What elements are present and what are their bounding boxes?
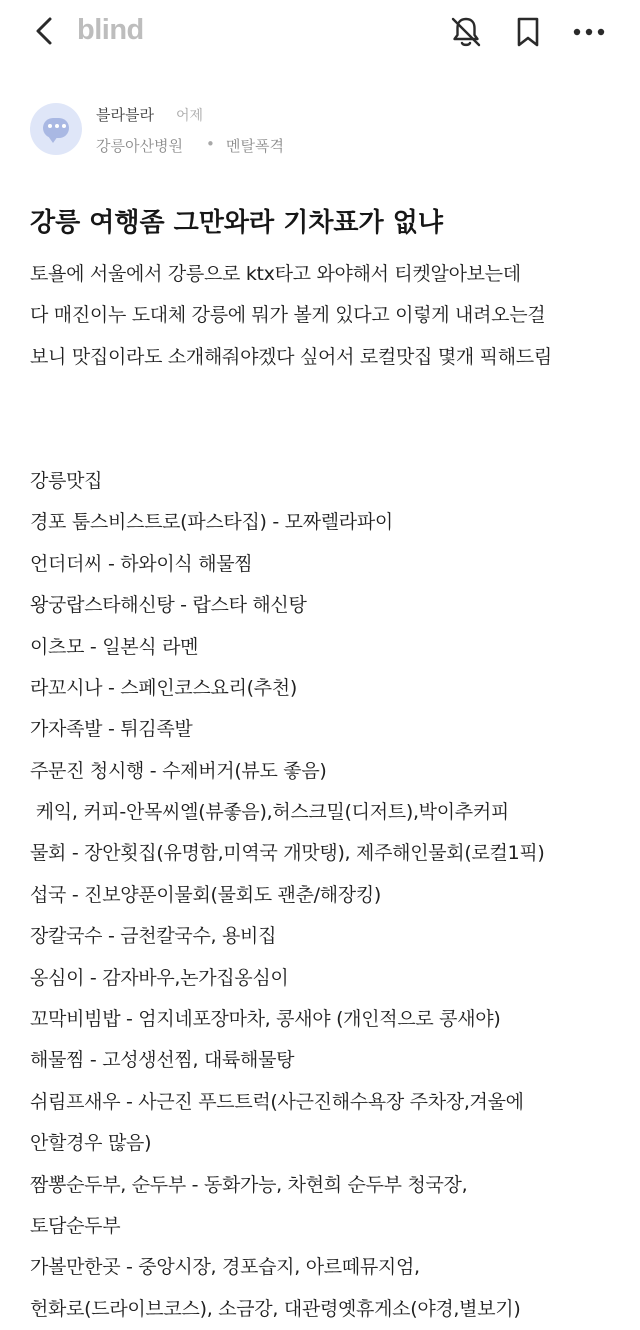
post-time: 어제 [176,108,204,124]
body-line [30,378,620,419]
top-bar [0,0,640,64]
body-line: 케익, 커피-안목씨엘(뷰좋음),허스크밀(디저트),박이추커피 [30,801,509,824]
body-line: 경포 툼스비스트로(파스타집) - 모짜렐라파이 [30,511,393,534]
back-button[interactable] [28,14,64,50]
bell-off-icon [448,14,484,50]
bookmark-button[interactable] [510,14,546,50]
post-title: 강릉 여행좀 그만와라 기차표가 없냐 [30,208,443,238]
post-body [30,254,620,1330]
body-line: 옹심이 - 감자바우,논가집옹심이 [30,966,289,989]
body-line: 이츠모 - 일본식 라멘 [30,635,199,658]
body-line: 장칼국수 - 금천칼국수, 용비집 [30,925,277,948]
author-name[interactable]: 블라블라 [96,106,154,124]
body-line: 가자족발 - 튀김족발 [30,718,193,741]
body-line: 언더더씨 - 하와이식 해물찜 [30,552,253,575]
body-line: 쉬림프새우 - 사근진 푸드트럭(사근진해수욕장 주차장,겨울에 [30,1090,524,1113]
body-line: 토욜에 서울에서 강릉으로 ktx타고 와야해서 티켓알아보는데 [30,263,521,285]
body-line: 왕궁랍스타해신탕 - 랍스타 해신탕 [30,594,307,617]
body-line: 안할경우 많음) [30,1132,152,1155]
body-line: 짬뽕순두부, 순두부 - 동화가능, 차현희 순두부 청국장, [30,1173,468,1196]
chevron-left-icon [28,14,64,50]
body-line: 해물찜 - 고성생선찜, 대륙해물탕 [30,1049,295,1072]
more-button[interactable] [572,14,608,50]
body-line: 주문진 청시행 - 수제버거(뷰도 좋음) [30,759,327,782]
body-line: 보니 맛집이라도 소개해줘야겠다 싶어서 로컬맛집 몇개 픽해드림 [30,345,552,368]
post-author [30,100,610,160]
body-line: 다 매진이누 도대체 강릉에 뭐가 볼게 있다고 이렇게 내려오는걸 [30,304,546,327]
body-line: 헌화로(드라이브코스), 소금강, 대관령옛휴게소(야경,별보기) [30,1297,521,1320]
body-line: 물회 - 장안횟집(유명함,미역국 개맛탱), 제주해인물회(로컬1픽) [30,842,545,865]
body-line: 꼬막비빔밥 - 엄지네포장마차, 콩새야 (개인적으로 콩새야) [30,1008,501,1031]
meta-separator: • [206,135,215,153]
body-line: 토담순두부 [30,1214,121,1237]
body-line: 섭국 - 진보양푼이물회(물회도 괜춘/해장킹) [30,883,382,906]
author-job: 멘탈폭격 [226,137,284,155]
author-company[interactable]: 강릉아산병원 [96,137,183,155]
avatar[interactable] [30,103,82,155]
more-icon [572,14,608,50]
bookmark-icon [510,14,546,50]
body-line: 강릉맛집 [30,469,103,492]
body-line: 라꼬시나 - 스페인코스요리(추천) [30,676,297,699]
body-line [30,420,620,461]
app-logo: blind [77,14,144,46]
notification-off-button[interactable] [448,14,484,50]
body-line: 가볼만한곳 - 중앙시장, 경포습지, 아르떼뮤지엄, [30,1256,420,1279]
